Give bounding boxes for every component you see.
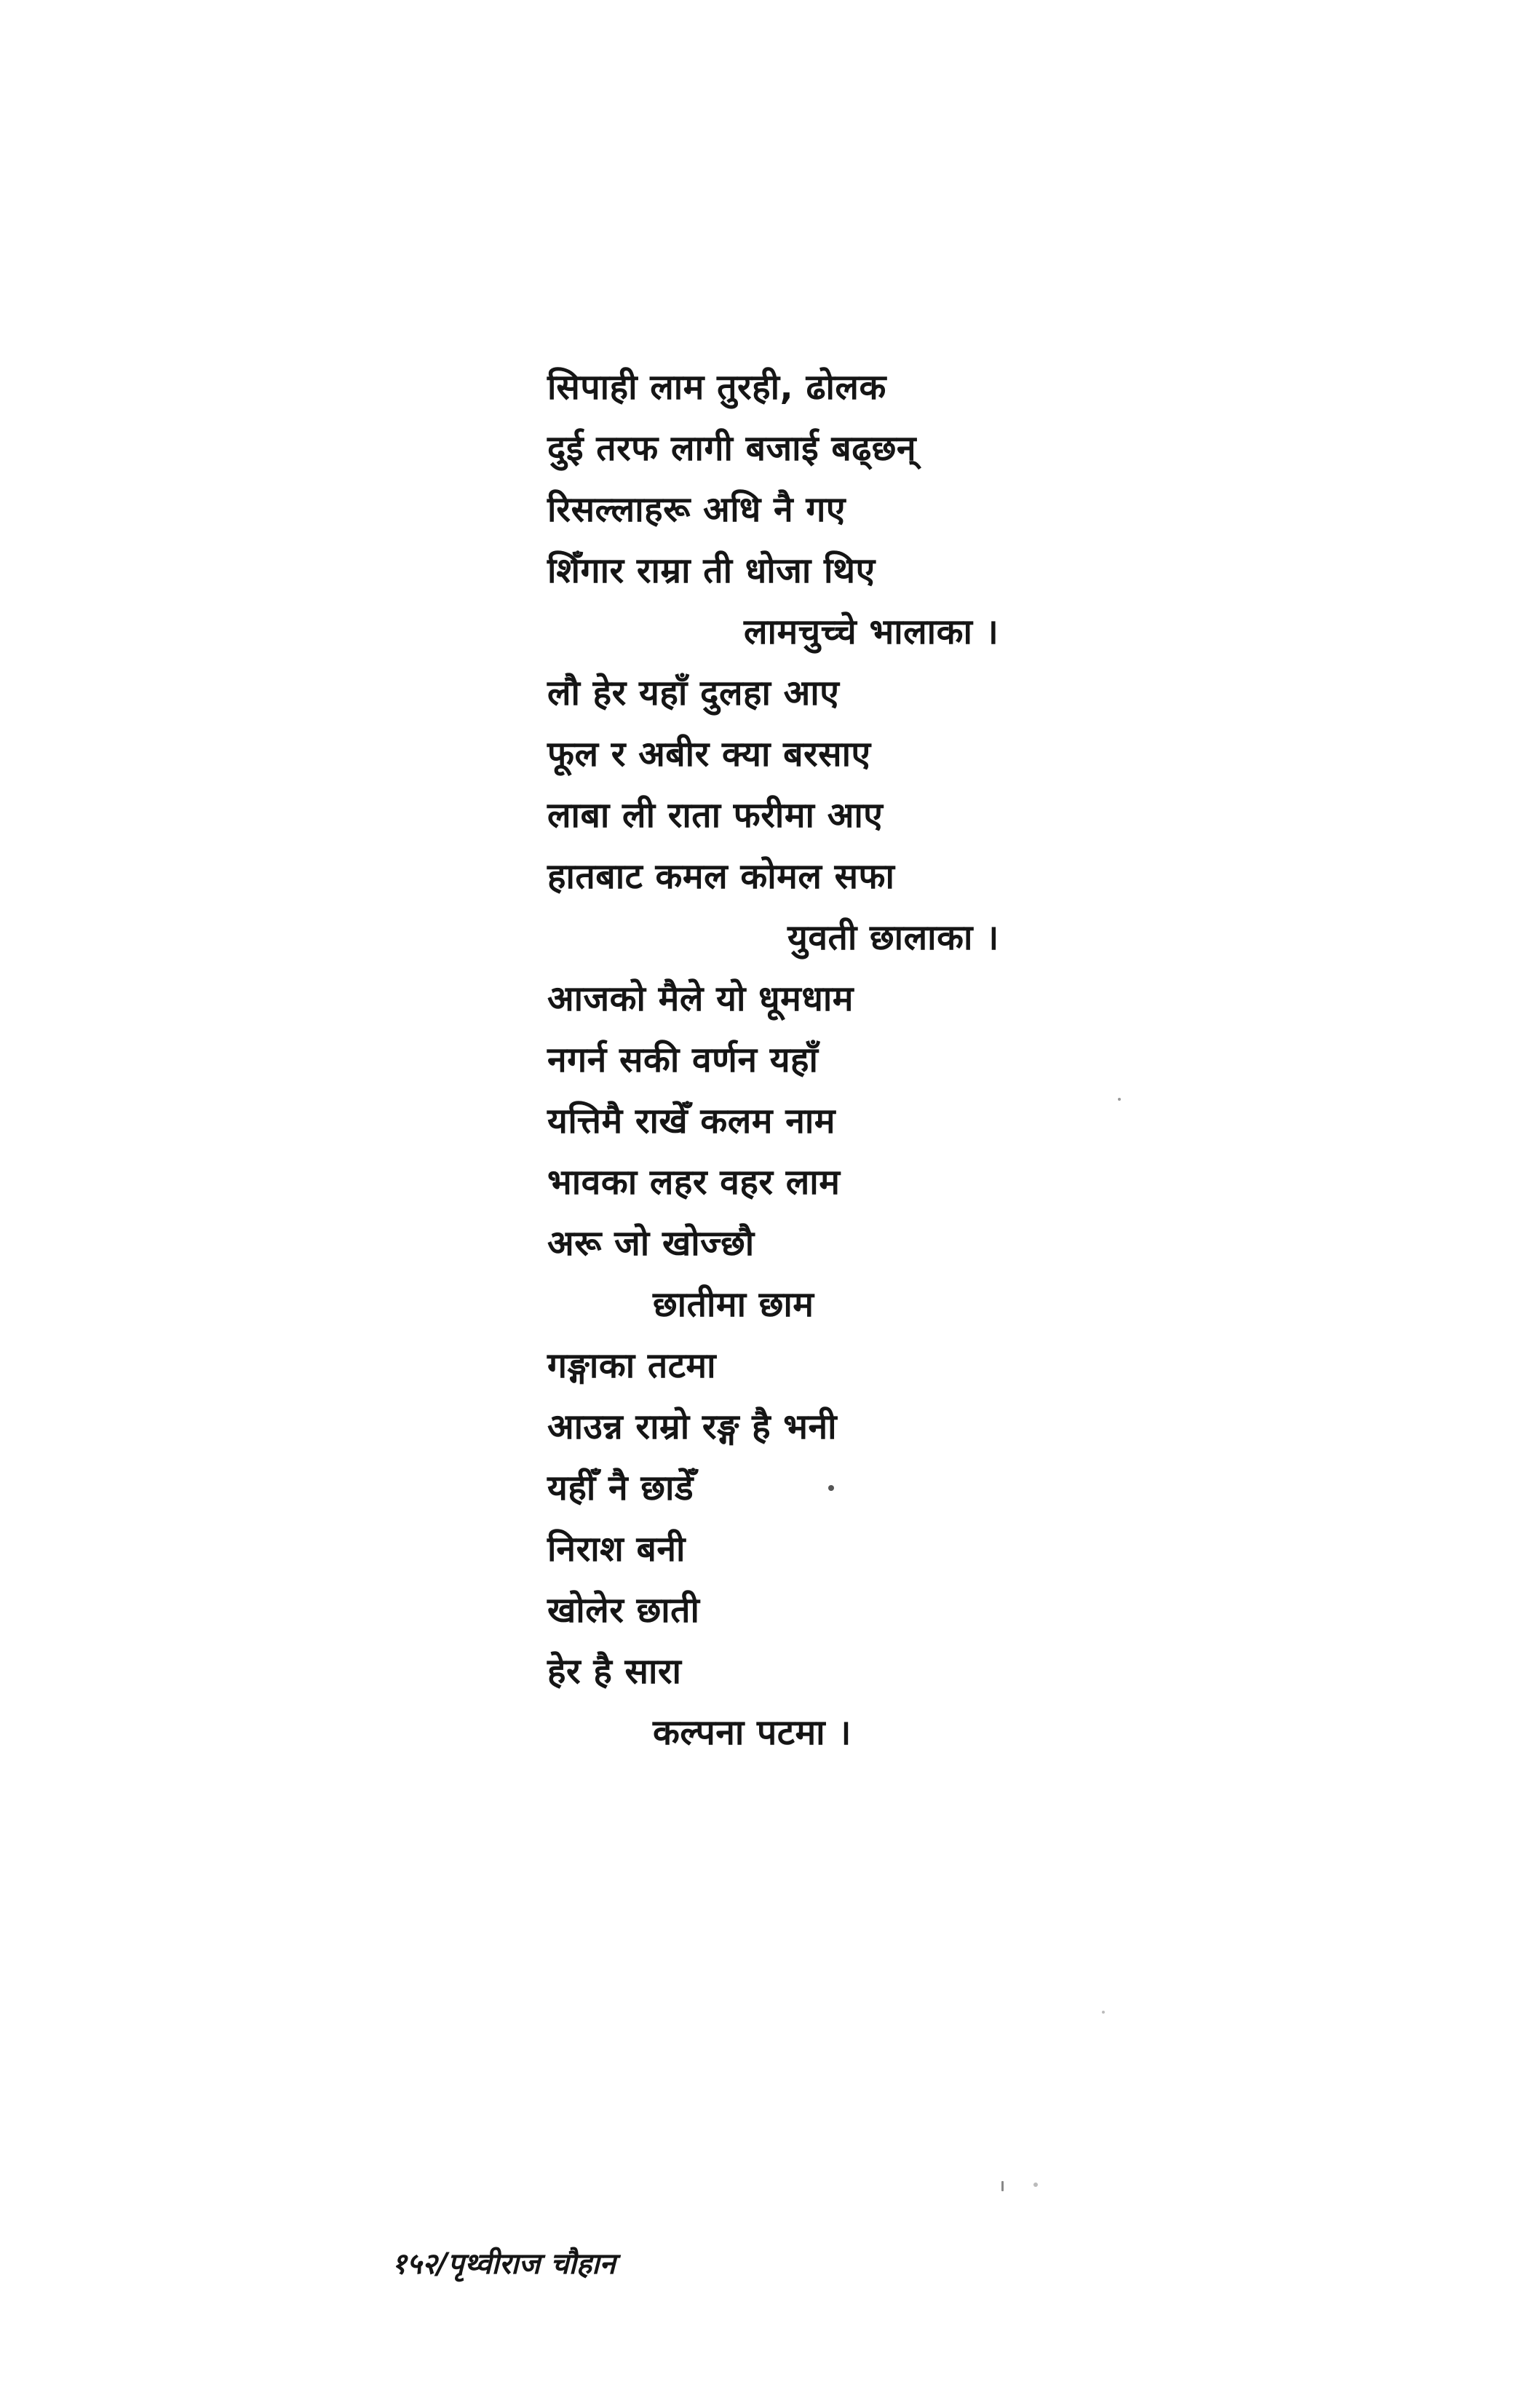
poem-line: अरू जो खोज्छौ [547,1223,755,1264]
poem-line: निराश बनी [547,1529,686,1570]
scan-speck [1118,1098,1121,1101]
poem-line: गङ्गाका तटमा [547,1345,717,1386]
poem-line-refrain: छातीमा छाम [653,1284,814,1325]
poem-line: शिँगार राम्रा ती धोजा थिए [547,550,876,591]
poem-line-refrain: लामचुच्चे भालाका । [744,612,999,652]
scan-speck [828,1485,834,1491]
poem-line: दुई तरफ लागी बजाई बढ्छन् [547,428,917,469]
poem-line: आउन्न राम्रो रङ्ग है भनी [547,1406,838,1447]
poem-line-refrain: युवती छालाका । [787,917,999,958]
poem-line: भावका लहर वहर लाम [547,1162,841,1203]
scan-speck [1102,2011,1105,2014]
poem-line: यहीँ नै छाडेँ [547,1468,694,1508]
scan-speck [1033,2183,1038,2187]
poem-line: हेर है सारा [547,1651,682,1692]
poem-line-refrain: कल्पना पटमा । [653,1712,852,1753]
poem-line: हातबाट कमल कोमल सफा [547,856,895,897]
page-footer: १५२/पृथ्वीराज चौहान [392,2247,616,2281]
poem-line: लौ हेर यहाँ दुलहा आए [547,673,840,713]
poem-line: खोलेर छाती [547,1590,700,1631]
poem-line: रिसल्लाहरू अधि नै गए [547,489,846,530]
poem-line: सिपाही लाम तुरही, ढोलक [547,367,886,408]
poem-line: नगर्न सकी वर्णन यहाँ [547,1040,819,1080]
poem-line: आजको मैले यो धूमधाम [547,978,854,1019]
poem-line: यत्तिमै राखेँ कलम नाम [547,1101,836,1141]
poem-line: लाबा ली राता फरीमा आए [547,795,884,836]
scan-speck [1001,2181,1004,2191]
poem-block [547,357,1202,1763]
poem-line: फूल र अबीर क्या बरसाए [547,734,871,775]
